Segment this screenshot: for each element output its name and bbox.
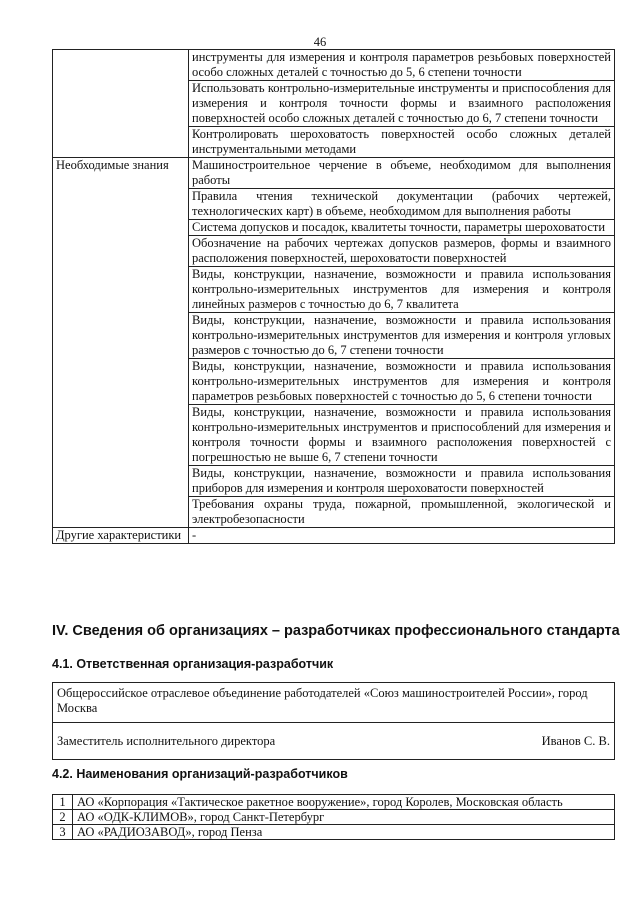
responsible-org-heading: 4.1. Ответственная организация-разработчик bbox=[52, 657, 334, 671]
row-text-cell: Виды, конструкции, назначение, возможности и правила использования контрольно-измерительных инструментов для измерения и контроля угловых размеров с точностью до 6, 7 степени точности bbox=[189, 313, 615, 359]
row-text-cell: Контролировать шероховатость поверхностей особо сложных деталей инструментальными методами bbox=[189, 127, 615, 158]
row-text-cell: Виды, конструкции, назначение, возможности и правила использования контрольно-измерительных инструментов и приспособлений для измерения и контроля точности формы и взаимного расположения поверхностей с погрешностью не выше 6, 7 степени точности bbox=[189, 405, 615, 466]
responsible-org-table bbox=[52, 682, 615, 760]
table-row bbox=[53, 683, 615, 723]
row-text-cell: - bbox=[189, 528, 615, 544]
developer-number: 1 bbox=[53, 795, 73, 810]
signer-cell bbox=[53, 723, 615, 760]
row-text-cell: Использовать контрольно-измерительные инструменты и приспособления для измерения и контроля точности формы и взаимного расположения поверхностей особо сложных деталей с точностью до 6, 7 степени точности bbox=[189, 81, 615, 127]
row-text-cell: Правила чтения технической документации (рабочих чертежей, технологических карт) в объеме, необходимом для выполнения работы bbox=[189, 189, 615, 220]
row-label-other: Другие характеристики bbox=[53, 528, 189, 544]
table-row bbox=[53, 50, 615, 81]
signer-name: Иванов С. В. bbox=[541, 733, 610, 748]
table-row bbox=[53, 528, 615, 544]
developer-number: 3 bbox=[53, 825, 73, 840]
row-text-cell: Обозначение на рабочих чертежах допусков размеров, формы и взаимного расположения поверхностей, шероховатости поверхностей bbox=[189, 236, 615, 267]
table-row bbox=[53, 723, 615, 760]
row-text-cell: Виды, конструкции, назначение, возможности и правила использования контрольно-измерительных инструментов для измерения и контроля линейных размеров с точностью до 6, 7 квалитета bbox=[189, 267, 615, 313]
page-number: 46 bbox=[313, 35, 327, 49]
row-text-cell: Виды, конструкции, назначение, возможности и правила использования приборов для измерения и контроля шероховатости поверхностей bbox=[189, 466, 615, 497]
table-row bbox=[53, 158, 615, 189]
developer-number: 2 bbox=[53, 810, 73, 825]
table-row bbox=[53, 825, 615, 840]
row-text-cell: Виды, конструкции, назначение, возможности и правила использования контрольно-измерительных инструментов для измерения и контроля параметров резьбовых поверхностей с точностью до 5, 6 степени точности bbox=[189, 359, 615, 405]
competency-table bbox=[52, 49, 615, 544]
row-text-cell: Машиностроительное черчение в объеме, необходимом для выполнения работы bbox=[189, 158, 615, 189]
row-text-cell: инструменты для измерения и контроля параметров резьбовых поверхностей особо сложных деталей с точностью до 5, 6 степени точности bbox=[189, 50, 615, 81]
signer-position: Заместитель исполнительного директора bbox=[57, 733, 276, 748]
row-label-cell bbox=[53, 50, 189, 158]
developers-heading: 4.2. Наименования организаций-разработчиков bbox=[52, 767, 348, 781]
developer-name: АО «РАДИОЗАВОД», город Пенза bbox=[73, 825, 615, 840]
section-title: IV. Сведения об организациях – разработчиках профессионального стандарта bbox=[52, 623, 620, 639]
row-text-cell: Требования охраны труда, пожарной, промышленной, экологической и электробезопасности bbox=[189, 497, 615, 528]
row-label-knowledge: Необходимые знания bbox=[53, 158, 189, 528]
row-text-cell: Система допусков и посадок, квалитеты точности, параметры шероховатости bbox=[189, 220, 615, 236]
developer-name: АО «ОДК-КЛИМОВ», город Санкт-Петербург bbox=[73, 810, 615, 825]
table-row bbox=[53, 795, 615, 810]
developer-name: АО «Корпорация «Тактическое ракетное вооружение», город Королев, Московская область bbox=[73, 795, 615, 810]
table-row bbox=[53, 810, 615, 825]
developers-table bbox=[52, 794, 615, 840]
responsible-org-name: Общероссийское отраслевое объединение работодателей «Союз машиностроителей России», город Москва bbox=[53, 683, 615, 723]
